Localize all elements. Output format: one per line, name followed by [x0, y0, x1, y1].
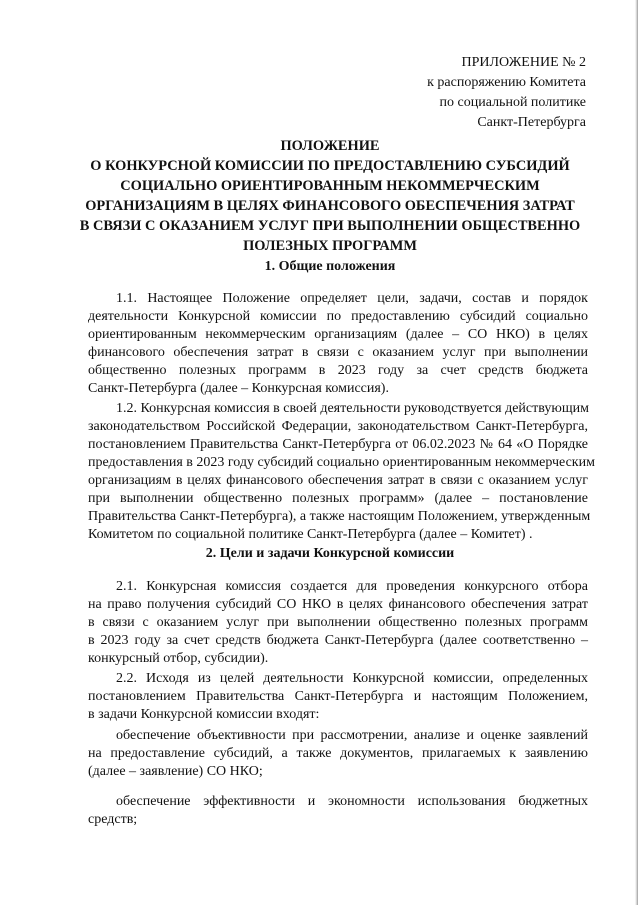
- section-2-heading: 2. Цели и задачи Конкурсной комиссии: [205, 546, 455, 561]
- paragraph-2-1: [88, 578, 588, 668]
- appendix-line: ПРИЛОЖЕНИЕ № 2: [461, 55, 586, 70]
- paragraph-line: обеспечение эффективности и экономности использования бюджетных: [116, 794, 588, 809]
- appendix-line: по социальной политике: [439, 95, 586, 110]
- title-line: ПОЛОЖЕНИЕ: [280, 138, 380, 154]
- paragraph-2-2: [88, 670, 588, 724]
- paragraph-line: деятельности Конкурсной комиссии по предоставлению субсидий социально: [88, 309, 588, 324]
- title-line: О КОНКУРСНОЙ КОМИССИИ ПО ПРЕДОСТАВЛЕНИЮ СУБСИДИЙ: [90, 158, 570, 174]
- paragraph-1-2: [88, 400, 595, 544]
- paragraph-line: (далее – заявление) СО НКО;: [88, 764, 263, 779]
- paragraph-line: 2.1. Конкурсная комиссия создается для проведения конкурсного отбора: [116, 579, 588, 594]
- paragraph-line: 1.2. Конкурсная комиссия в своей деятельности руководствуется действующим: [116, 401, 589, 416]
- paragraph-line: в 2023 году за счет средств бюджета Санкт-Петербурга (далее соответственно –: [88, 633, 588, 648]
- paragraph-line: Санкт-Петербурга (далее – Конкурсная комиссия).: [88, 381, 389, 396]
- page-edge-shadow: [635, 0, 638, 905]
- paragraph-line: в связи с оказанием услуг при выполнении общественно полезных программ: [88, 615, 588, 630]
- title-line: ПОЛЕЗНЫХ ПРОГРАММ: [243, 238, 417, 254]
- paragraph-line: Комитетом по социальной политике Санкт-Петербурга (далее – Комитет) .: [88, 527, 533, 542]
- title-line: В СВЯЗИ С ОКАЗАНИЕМ УСЛУГ ПРИ ВЫПОЛНЕНИИ ОБЩЕСТВЕННО: [79, 218, 581, 234]
- paragraph-line: организациям в целях финансового обеспечения затрат в связи с оказанием услуг: [88, 473, 588, 488]
- paragraph-line: 1.1. Настоящее Положение определяет цели, задачи, состав и порядок: [116, 291, 588, 306]
- title-line: СОЦИАЛЬНО ОРИЕНТИРОВАННЫМ НЕКОММЕРЧЕСКИМ: [120, 178, 540, 194]
- paragraph-line: постановлением Правительства Санкт-Петербурга и настоящим Положением,: [88, 689, 588, 704]
- appendix-header: [427, 53, 586, 133]
- appendix-line: Санкт-Петербурга: [477, 115, 586, 130]
- paragraph-2-2-item-1: [88, 727, 588, 781]
- paragraph-line: при выполнении общественно полезных программ» (далее – постановление: [88, 491, 588, 506]
- paragraph-line: на право получения субсидий СО НКО в целях финансового обеспечения затрат: [88, 597, 588, 612]
- section-1-heading: 1. Общие положения: [264, 259, 396, 274]
- paragraph-line: 2.2. Исходя из целей деятельности Конкурсной комиссии, определенных: [116, 671, 588, 686]
- paragraph-line: общественно полезных программ в 2023 году за счет средств бюджета: [88, 363, 588, 378]
- paragraph-line: на предоставление субсидий, а также документов, прилагаемых к заявлению: [88, 746, 588, 761]
- paragraph-line: предоставления в 2023 году субсидий социально ориентированным некоммерческим: [88, 455, 595, 470]
- paragraph-line: Правительства Санкт-Петербурга), а также настоящим Положением, утвержденным: [88, 509, 591, 524]
- paragraph-line: конкурсный отбор, субсидии).: [88, 651, 269, 666]
- paragraph-2-2-item-2: [88, 793, 588, 829]
- title-line: ОРГАНИЗАЦИЯМ В ЦЕЛЯХ ФИНАНСОВОГО ОБЕСПЕЧЕНИЯ ЗАТРАТ: [85, 198, 575, 214]
- paragraph-line: в задачи Конкурсной комиссии входят:: [88, 707, 320, 722]
- paragraph-line: финансового обеспечения затрат в связи с оказанием услуг при выполнении: [88, 345, 588, 360]
- paragraph-line: обеспечение объективности при рассмотрении, анализе и оценке заявлений: [116, 728, 588, 743]
- document-title: [60, 136, 600, 256]
- paragraph-line: средств;: [88, 812, 138, 827]
- paragraph-line: постановлением Правительства Санкт-Петербурга от 06.02.2023 № 64 «О Порядке: [88, 437, 588, 452]
- appendix-line: к распоряжению Комитета: [427, 75, 586, 90]
- paragraph-line: ориентированным некоммерческим организациям (далее – СО НКО) в целях: [88, 327, 588, 342]
- paragraph-1-1: [88, 290, 588, 398]
- paragraph-line: законодательством Российской Федерации, законодательством Санкт-Петербурга,: [88, 419, 588, 434]
